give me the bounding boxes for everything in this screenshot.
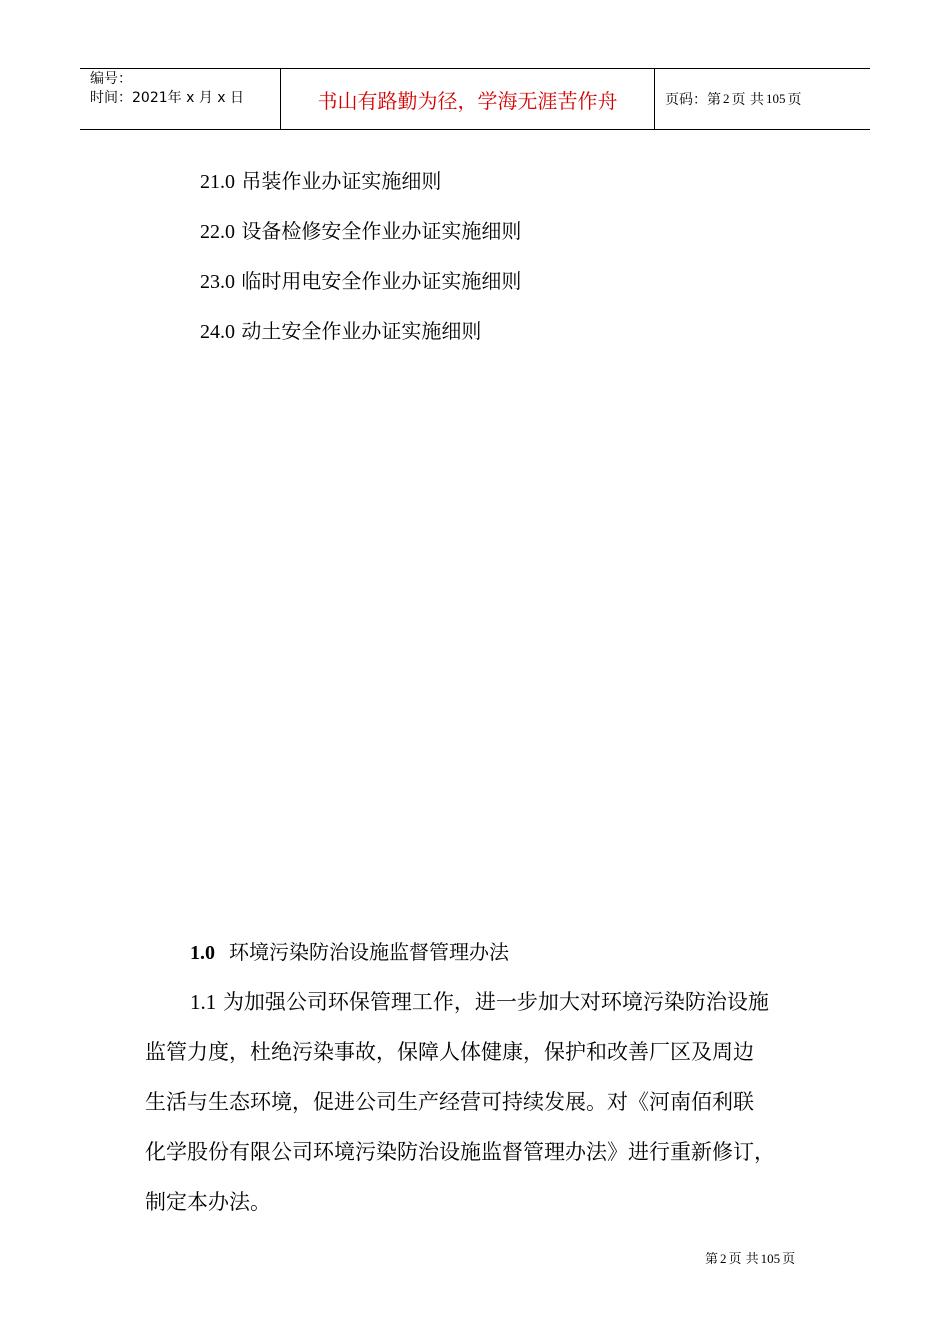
footer-suffix: 页 bbox=[782, 1252, 796, 1267]
section-heading bbox=[190, 937, 509, 968]
toc-number: 23.0 bbox=[200, 271, 235, 293]
section-title: 环境污染防治设施监督管理办法 bbox=[229, 940, 509, 964]
toc-item bbox=[200, 267, 521, 296]
time-day: x bbox=[217, 90, 226, 106]
page-footer bbox=[705, 1248, 795, 1267]
page-header bbox=[80, 68, 870, 130]
time-month: x bbox=[186, 90, 195, 106]
paragraph-line: 生活与生态环境，促进公司生产经营可持续发展。对《河南佰利联 bbox=[145, 1090, 754, 1114]
page-current: 2 bbox=[723, 91, 730, 106]
header-motto: 书山有路勤为径，学海无涯苦作舟 bbox=[281, 69, 655, 129]
toc-title: 吊装作业办证实施细则 bbox=[241, 169, 442, 193]
toc-number: 21.0 bbox=[200, 171, 235, 193]
footer-total: 105 bbox=[760, 1251, 781, 1266]
toc-title: 设备检修安全作业办证实施细则 bbox=[241, 219, 522, 243]
toc-number: 24.0 bbox=[200, 321, 235, 343]
footer-middle: 页 共 bbox=[728, 1252, 759, 1267]
page-prefix: 页码：第 bbox=[665, 92, 721, 108]
header-meta bbox=[80, 69, 281, 129]
paragraph-line: 化学股份有限公司环境污染防治设施监督管理办法》进行重新修订， bbox=[145, 1140, 775, 1164]
page-middle: 页 共 bbox=[731, 92, 764, 108]
header-page-number bbox=[655, 69, 870, 129]
paragraph-line: 制定本办法。 bbox=[145, 1190, 271, 1214]
time-day-suffix: 日 bbox=[230, 90, 245, 106]
page-total: 105 bbox=[765, 91, 786, 106]
time-month-suffix: 月 bbox=[198, 90, 213, 106]
time-label: 时间： bbox=[90, 90, 132, 106]
toc-title: 临时用电安全作业办证实施细则 bbox=[241, 269, 522, 293]
toc-item bbox=[200, 217, 521, 246]
paragraph-line: 监管力度，杜绝污染事故，保障人体健康，保护和改善厂区及周边 bbox=[145, 1040, 754, 1064]
paragraph-line bbox=[190, 987, 880, 1017]
footer-prefix: 第 bbox=[705, 1252, 719, 1267]
section-number: 1.0 bbox=[190, 942, 215, 964]
toc-item bbox=[200, 167, 441, 196]
paragraph-number: 1.1 bbox=[190, 990, 217, 1014]
time-year-suffix: 年 bbox=[167, 90, 182, 106]
time-line bbox=[90, 89, 280, 108]
paragraph-line-text: 为加强公司环保管理工作，进一步加大对环境污染防治设施 bbox=[222, 990, 769, 1014]
code-label: 编号： bbox=[90, 71, 132, 87]
time-year: 2021 bbox=[132, 90, 168, 106]
toc-number: 22.0 bbox=[200, 221, 235, 243]
footer-current: 2 bbox=[720, 1251, 727, 1266]
page-suffix: 页 bbox=[787, 92, 802, 108]
toc-title: 动土安全作业办证实施细则 bbox=[241, 319, 482, 343]
toc-item bbox=[200, 317, 481, 346]
